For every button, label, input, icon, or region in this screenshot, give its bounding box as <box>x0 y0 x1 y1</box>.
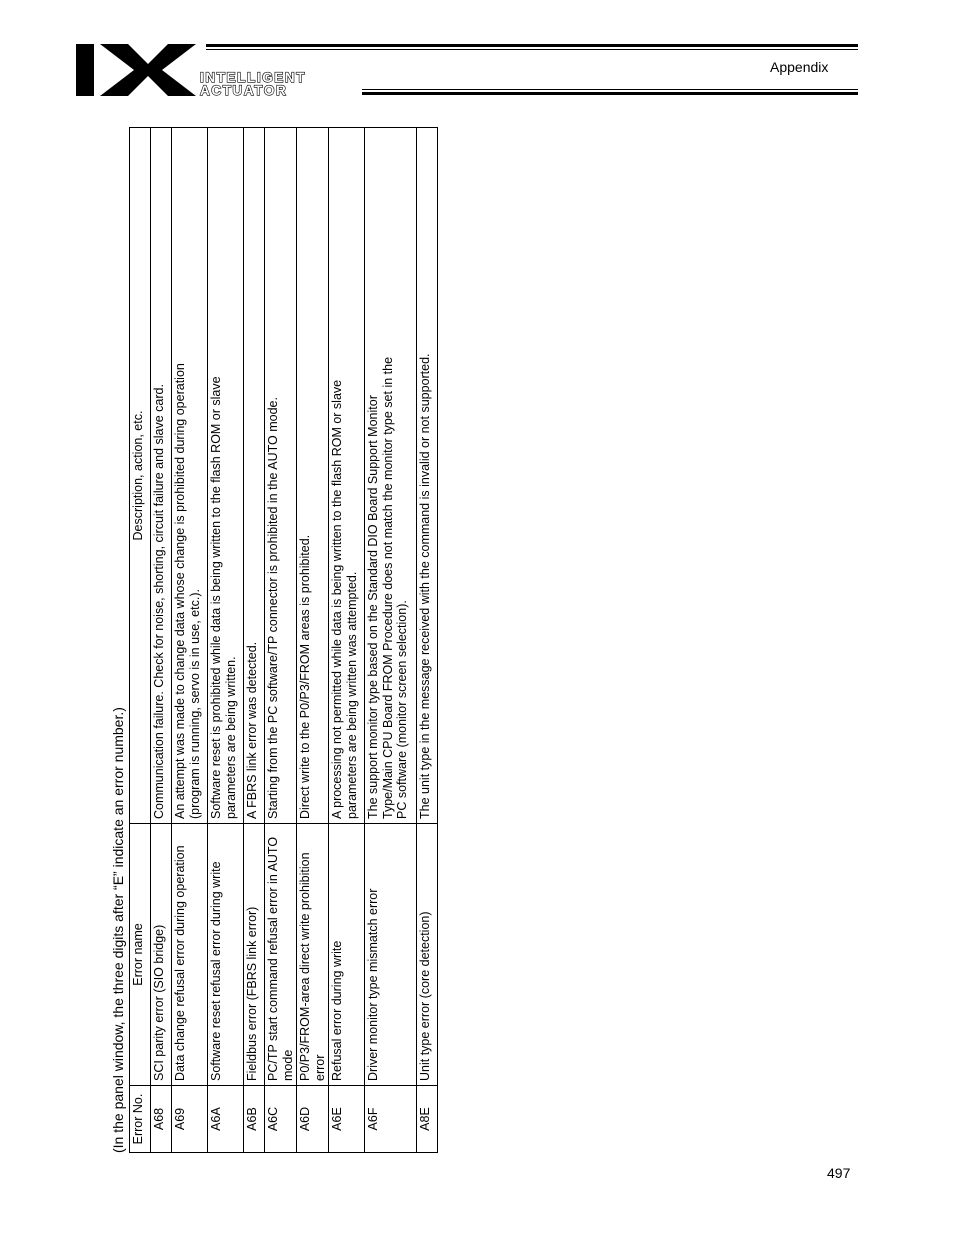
table-row <box>151 128 172 1153</box>
brand-line-1: INTELLIGENT <box>200 70 307 85</box>
page-number: 497 <box>827 1165 851 1181</box>
error-code: A6C <box>265 1086 297 1153</box>
error-description: Starting from the PC software/TP connector is prohibited in the AUTO mode. <box>265 128 297 824</box>
error-name: Fieldbus error (FBRS link error) <box>244 824 265 1086</box>
table-row <box>244 128 265 1153</box>
error-name: Refusal error during write <box>329 824 365 1086</box>
error-code: A6F <box>365 1086 417 1153</box>
column-header-error-no: Error No. <box>130 1086 151 1153</box>
table-caption: (In the panel window, the three digits after “E” indicate an error number.) <box>110 707 126 1153</box>
error-code: A6D <box>297 1086 329 1153</box>
error-name: Unit type error (core detection) <box>417 824 438 1086</box>
error-description: The unit type in the message received with the command is invalid or not supported. <box>417 128 438 824</box>
error-code: A6A <box>208 1086 244 1153</box>
error-description: Direct write to the P0/P3/FROM areas is prohibited. <box>297 128 329 824</box>
table-header-row <box>130 128 151 1153</box>
section-label: Appendix <box>770 59 829 75</box>
table-row <box>172 128 208 1153</box>
error-description: Communication failure. Check for noise, shorting, circuit failure and slave card. <box>151 128 172 824</box>
error-name: Software reset refusal error during write <box>208 824 244 1086</box>
error-code: A8E <box>417 1086 438 1153</box>
header-rule-bottom <box>362 89 858 90</box>
table-row <box>329 128 365 1153</box>
ix-logo-icon <box>76 44 196 96</box>
table-row <box>297 128 329 1153</box>
error-description: A FBRS link error was detected. <box>244 128 265 824</box>
error-code: A6B <box>244 1086 265 1153</box>
column-header-error-name: Error name <box>130 824 151 1086</box>
table-row <box>365 128 417 1153</box>
error-description: Software reset is prohibited while data is being written to the flash ROM or slave parameters are being written. <box>208 128 244 824</box>
error-table <box>129 127 438 1153</box>
table-row <box>417 128 438 1153</box>
column-header-description: Description, action, etc. <box>130 128 151 824</box>
header-rule-top-thin <box>206 49 858 50</box>
error-description: A processing not permitted while data is being written to the flash ROM or slave parameters are being written was attempted. <box>329 128 365 824</box>
error-code: A69 <box>172 1086 208 1153</box>
error-name: PC/TP start command refusal error in AUTO mode <box>265 824 297 1086</box>
error-description: The support monitor type based on the Standard DIO Board Support Monitor Type/Main CPU Board FROM Procedure does not match the monitor type set in the PC software (monitor screen selection). <box>365 128 417 824</box>
error-name: Data change refusal error during operation <box>172 824 208 1086</box>
error-description: An attempt was made to change data whose change is prohibited during operation (program is running, servo is in use, etc.). <box>172 128 208 824</box>
header-rule-top <box>206 44 858 47</box>
header-rule-bottom-thick <box>362 92 858 95</box>
rotated-content <box>107 128 432 1153</box>
error-code: A6E <box>329 1086 365 1153</box>
error-code: A68 <box>151 1086 172 1153</box>
table-row <box>208 128 244 1153</box>
brand-line-2: ACTUATOR <box>200 83 288 98</box>
error-name: P0/P3/FROM-area direct write prohibition error <box>297 824 329 1086</box>
error-name: Driver monitor type mismatch error <box>365 824 417 1086</box>
error-name: SCI parity error (SIO bridge) <box>151 824 172 1086</box>
table-row <box>265 128 297 1153</box>
